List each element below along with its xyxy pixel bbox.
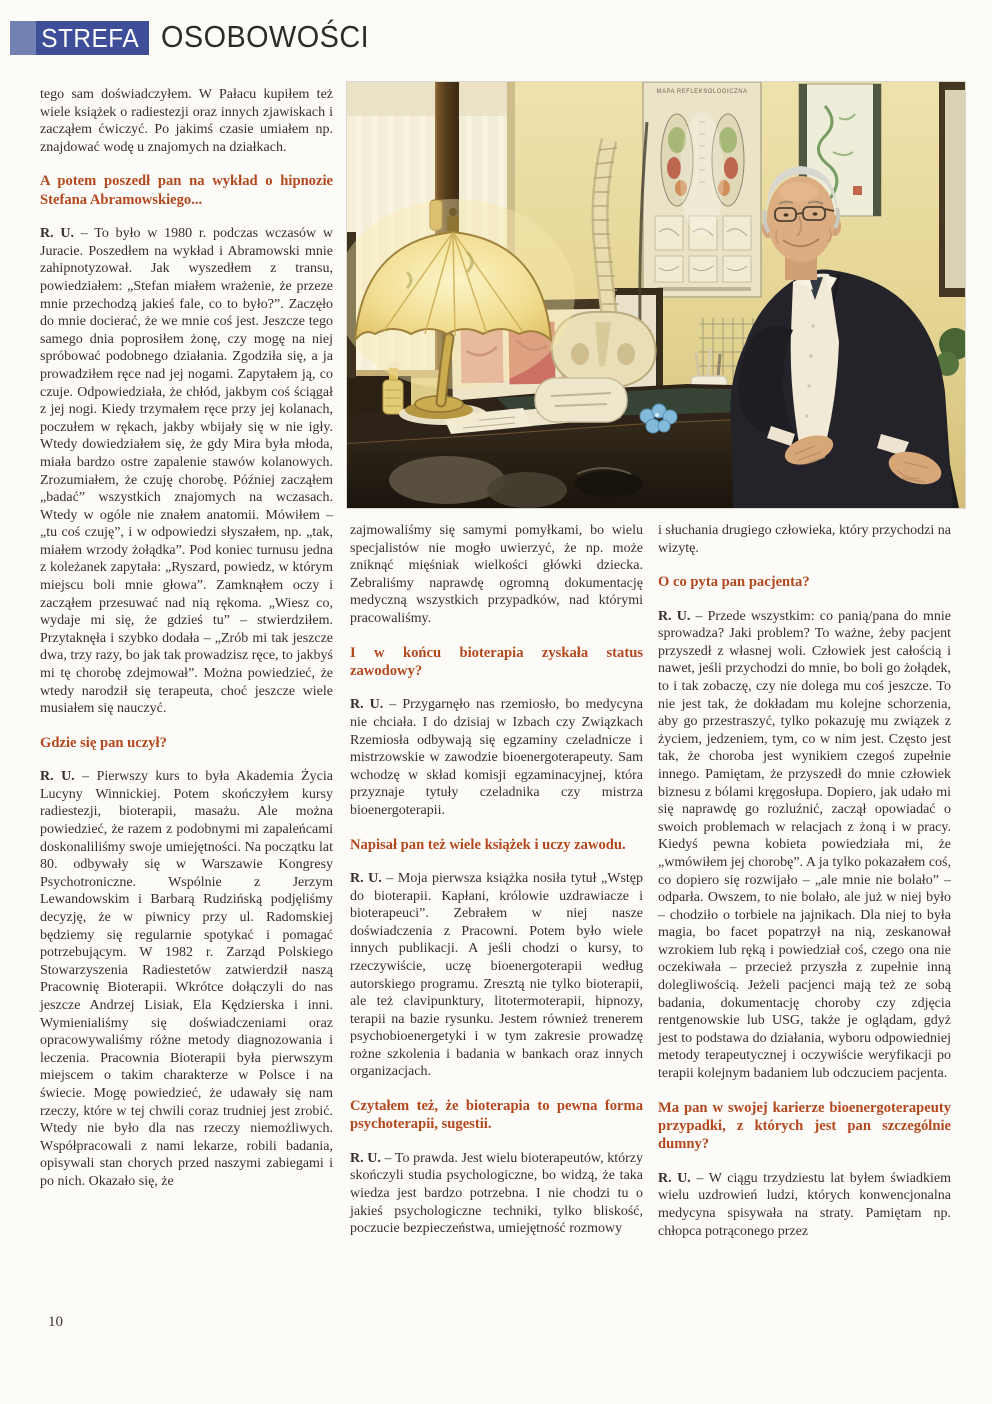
answer-paragraph bbox=[350, 1150, 643, 1238]
page-title: OSOBOWOŚCI bbox=[161, 19, 370, 54]
page-number: 10 bbox=[48, 1314, 63, 1330]
answer-text: – To prawda. Jest wielu bioterapeutów, którzy skończyli studia psychologiczne, bo widzą, że taka wiedza jest bardzo potrzebna. I nie chodzi tu o jakieś psychologiczne techniki, tylko bliskość, poczucie bezpieczeństwa, umiejętność rozmowy bbox=[350, 1150, 643, 1237]
article-column-1 bbox=[40, 86, 333, 1206]
answer-paragraph bbox=[40, 225, 333, 718]
answer-paragraph bbox=[658, 608, 951, 1083]
answer-lead: R. U. bbox=[350, 1150, 381, 1166]
question-heading: Napisał pan też wiele książek i uczy zawodu. bbox=[350, 836, 626, 853]
answer-paragraph bbox=[350, 696, 643, 819]
answer-text: – W ciągu trzydziestu lat byłem świadkiem wielu uzdrowień ludzi, których konwencjonalna medycyna spisywała na straty. Pamiętam np. chłopca potrąconego przez bbox=[658, 1170, 951, 1239]
question-heading: I w końcu bioterapia zyskała status zawodowy? bbox=[350, 644, 643, 679]
answer-text: – Przede wszystkim: co panią/pana do mnie sprowadza? Jaki problem? To ważne, żeby pacjent przyszedł z własnej woli. Człowiek jest całością i nawet, jeśli przychodzi do mnie, bo boli go żołądek, to i tak zobaczę, czy nie dolega mu coś jeszcze. To nie jest tak, że dokładam mu kolejne schorzenia, aby go przestraszyć, tylko pokazuję mu związek z życiem, jedzeniem, tym, co w nim jest. Często jest tak, że choroba jest wynikiem czegoś zupełnie innego. Pamiętam, że przyszedł do mnie człowiek biznesu z bólami kręgosłupa. Dopiero, jak udało mi się naprawdę go rozluźnić, zaczął opowiadać o swoich problemach w relacjach z żoną i w pracy. Kiedyś pewna kobieta powiedziała mi, że „wmówiłem jej chorobę”. A ja tylko pokazałem coś, co dopiero się rozwijało – „ale mnie nie bolało” – odparła. Owszem, to nie bolało, ale już w niej było – chodziło o torbiele na jajnikach. Dla niej to była magia, bo facet popatrzył na nią, zeskanował wzrokiem lub ręką i powiedział coś, czego ona nie oczekiwała – przecież przyszła z zupełnie inną dolegliwością. Jeżeli pacjenci mają też ze sobą badania, dokumentację choroby czy zdjęcia rentgenowskie lub USG, także je oglądam, gdyż jest to podstawa do działania, wyboru odpowiedniej metody terapeutycznej i oczywiście weryfikacji po terapii kolejnym badaniem lub odczuciem pacjenta. bbox=[658, 608, 951, 1082]
answer-lead: R. U. bbox=[350, 870, 382, 886]
interview-photo bbox=[347, 82, 965, 508]
office-photo-illustration bbox=[347, 82, 965, 508]
section-kicker: STREFA bbox=[41, 22, 139, 53]
answer-lead: R. U. bbox=[40, 226, 74, 242]
answer-text: – Przygarnęło nas rzemiosło, bo medycyna nie chciała. I do dzisiaj w Izbach czy Związkach Rzemiosła odbywają się egzaminy czeladnicze i mistrzowskie w zawodzie bioenergoterapeuty. Sam wchodzę w skład komisji egzaminacyjnej, która przyznaje tytuły czeladnika czy mistrza bioenergoterapii. bbox=[350, 697, 643, 818]
article-column-2 bbox=[350, 522, 643, 1254]
section-kicker-box bbox=[10, 21, 149, 55]
answer-paragraph bbox=[40, 768, 333, 1190]
question-heading: O co pyta pan pacjenta? bbox=[658, 574, 810, 591]
answer-text: – Pierwszy kurs to była Akademia Życia Lucyny Winnickiej. Potem skończyłem kursy radiestezji, bioterapii, masażu. Ale można powiedzieć, że razem z podobnymi mi zapaleńcami doskonaliliśmy swoje umiejętności. Na początku lat 80. odbywały się w Warszawie Kongresy Psychotroniczne. Wspólnie z Jerzym Lewandowskim i Barbarą Rudzińską podjęliśmy decyzję, że w piwnicy przy ul. Radomskiej będziemy się regularnie spotykać i pomagać potrzebującym. W 1982 r. Zarząd Polskiego Stowarzyszenia Radiestetów zatwierdził naszą Pracownię Bioterapii. Wkrótce dołączyli do nas jeszcze Andrzej Lisiak, Ela Kędzierska i inni. Wymienialiśmy się doświadczeniami oraz opracowywaliśmy różne metody diagnozowania i leczenia. Pracownia Bioterapii była pierwszym miejscem o takim charakterze w Polsce i na świecie. Mogę powiedzieć, że udawały się nam rzeczy, które w tej chwili coraz trudniej jest zrobić. Wtedy nie było dla nas rzeczy niemożliwych. Współpracowali z nami lekarze, robili badania, opisywali stan chorych przed naszymi zabiegami i po nich. Okazało się, że bbox=[40, 769, 333, 1189]
answer-text: – Moja pierwsza książka nosiła tytuł „Wstęp do bioterapii. Kapłani, królowie uzdrawiacze i bioterapeuci”. Zebrałem w niej nasze doświadczenia z Pracowni. Potem było wiele innych publikacji. A jeśli chodzi o kursy, to rzeczywiście, uczę bioenergoterapii według autorskiego programu. Zresztą nie tylko bioterapii, ale też clavipunktury, litotermoterapii, hipnozy, terapii na bazie rysunku. Jestem również trenerem psychobioenergetyki i w tym zakresie prowadzę rożne szkolenia i badania w bankach oraz innych organizacjach. bbox=[350, 870, 644, 1080]
article-paragraph: zajmowaliśmy się samymi pomyłkami, bo wielu specjalistów nie mogło uwierzyć, że np. może zniknąć mięśniak wielkości główki dziecka. Zebraliśmy naprawdę ogromną dokumentację medyczną wszystkich przypadków, nad którymi pracowaliśmy. bbox=[350, 523, 643, 626]
article-column-3 bbox=[658, 522, 951, 1256]
article-paragraph: i słuchania drugiego człowieka, który przychodzi na wizytę. bbox=[658, 523, 951, 556]
article-paragraph: tego sam doświadczyłem. W Pałacu kupiłem też wiele książek o radiestezji oraz innych zjawiskach i zacząłem ćwiczyć. Po jakimś czasie umiałem np. znajdować wodę u znajomych na działkach. bbox=[40, 87, 333, 155]
photo-tint-overlay bbox=[347, 82, 965, 508]
poster-title: MAPA REFLEKSOLOGICZNA bbox=[656, 89, 748, 95]
question-heading: Gdzie się pan uczył? bbox=[40, 734, 167, 751]
answer-lead: R. U. bbox=[658, 608, 691, 624]
answer-paragraph bbox=[350, 870, 643, 1081]
answer-paragraph bbox=[658, 1170, 951, 1240]
question-heading: Czytałem też, że bioterapia to pewna forma psychoterapii, sugestii. bbox=[350, 1098, 643, 1133]
question-heading: A potem poszedł pan na wykład o hipnozie Stefana Abramowskiego... bbox=[40, 173, 333, 208]
answer-lead: R. U. bbox=[350, 697, 384, 713]
answer-text: – To było w 1980 r. podczas wczasów w Juracie. Poszedłem na wykład i Abramowski mnie zahipnotyzował. Jak wyszedłem z transu, powiedziałem: „Stefan miałem wrażenie, że przeze mnie przechodzą jakieś fale, co to było?”. Zaczęło do mnie docierać, że we mnie coś jest. Jeszcze tego samego dnia poprosiłem żonę, czy mogę na niej spróbować podobnego działania. Zgodziła się, a ja prowadziłem ręce nad jej nogami. Zapytałem ją, co czuje. Odpowiedziała, że chłód, jakbym coś ściągał z jej nogi. Kiedy trzymałem ręce przy jej kolanach, poczułem w rękach, jakby wbijały się w nie igły. Wtedy dowiedziałem się, że gdy Mira była młoda, miała bardzo ostre zapalenie stawów kolanowych. Zrozumiałem, że czuję chorobę. Później zacząłem „badać” wszystkich znajomych na wczasach. Wtedy w ogóle nie znałem anatomii. Mówiłem – „tu coś czuję”, i w odpowiedzi słyszałem, np. „tak, miałem wrzody żołądka”. Pod koniec turnusu jedna z koleżanek zapytała: „Ryszard, powiedz, w którym miejscu boli mnie głowa”. Zamknąłem oczy i zacząłem przesuwać nad nią rękoma. „Wiesz co, wydaje mi się, że gdzieś tu” – stwierdziłem. Przytaknęła i szybko dodała – „Zrób mi tak jeszcze dwa, trzy razy, bo jak tak prowadzisz ręce, to jakbyś mi tę chorobę zdejmował”. Można powiedzieć, że wtedy narodził się terapeuta, choć jeszcze wiele musiałem się nauczyć. bbox=[40, 226, 333, 717]
answer-lead: R. U. bbox=[40, 769, 75, 785]
question-heading: Ma pan w swojej karierze bioenergoterapeuty przypadki, z których jest pan szczególnie dumny? bbox=[658, 1099, 951, 1153]
answer-lead: R. U. bbox=[658, 1170, 691, 1186]
